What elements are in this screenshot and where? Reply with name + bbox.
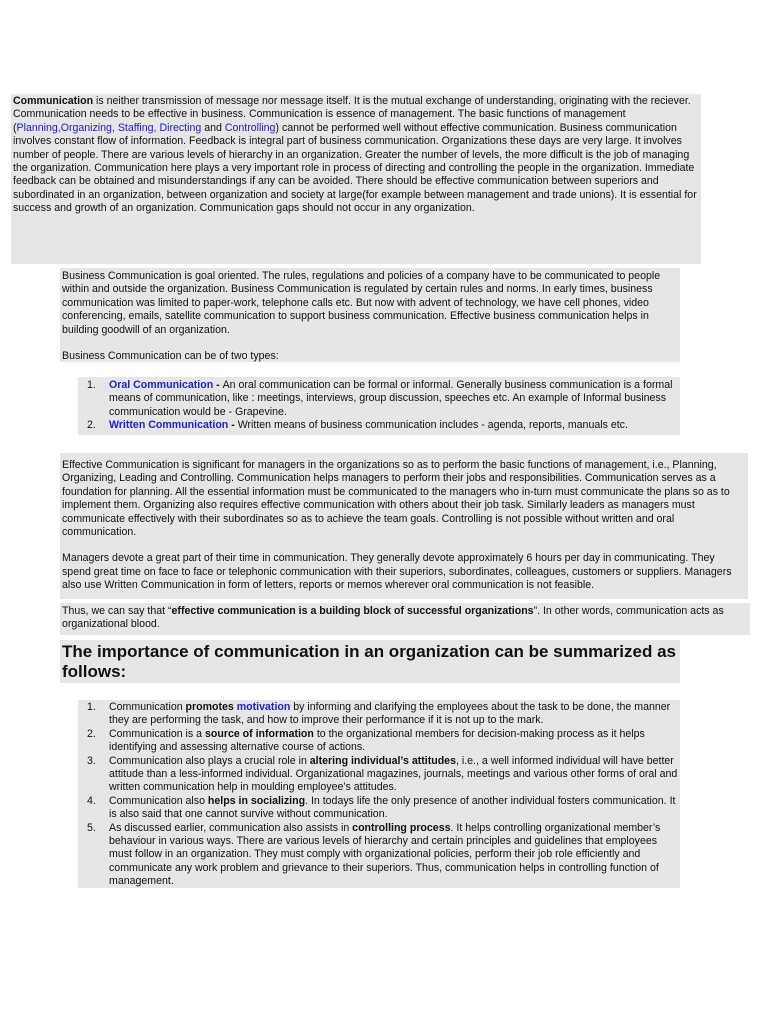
effective-communication-block (60, 453, 748, 599)
link-management-functions[interactable]: Planning,Organizing, Staffing, Directing (16, 121, 202, 134)
section-heading: The importance of communication in an organization can be summarized as follows: (62, 642, 677, 681)
intro-and: and (201, 121, 225, 134)
list-number: 5. (87, 821, 96, 834)
list-item-text: An oral communication can be formal or informal. Generally business communication is a formal means of communication, like : meetings, interviews, group discussion, speeches etc. An example of Informal business communication would be - Grapevine. (109, 379, 673, 418)
item-bold: promotes (185, 701, 237, 713)
list-item (80, 728, 678, 755)
conclusion-block (60, 603, 750, 635)
item-post: by informing and clarifying the employees about the task to be done, the manner they are performing the task, and how to improve their performance if it is not up to the mark. (109, 701, 671, 727)
dash: - (228, 419, 238, 432)
importance-list (78, 700, 680, 888)
list-item (80, 379, 678, 419)
heading-block (60, 640, 680, 683)
business-paragraph: Business Communication is goal oriented. The rules, regulations and policies of a company have to be communicated to people within and outside the organization. Business Communication is regulated by certain rules and norms. In early times, business communication was limited to paper-work, telephone calls etc. But now with advent of technology, we have cell phones, video conferencing, emails, satellite communication to support business communication. Effective business communication helps in building goodwill of an organization. (62, 270, 661, 336)
list-number: 2. (87, 727, 96, 740)
item-pre: Communication is a (109, 727, 205, 740)
item-bold: source of information (204, 727, 314, 740)
dash: - (213, 379, 223, 391)
types-intro: Business Communication can be of two types: (62, 350, 279, 363)
link-oral-communication[interactable]: Oral Communication (109, 379, 214, 391)
communication-types-list (78, 377, 680, 435)
item-bold: helps in socializing (207, 794, 306, 807)
intro-text-2: ) cannot be performed well without effective communication. Business communication involves constant flow of information. Feedback is integral part of business communication. Organizations these days are very large. It involves number of people. There are various levels of hierarchy in an organization. Greater the number of levels, the more difficult is the job of managing the organization. Communication here plays a very important role in process of directing and controlling the people in the organization. Immediate feedback can be obtained and misunderstandings if any can be avoided. There should be effective communication between superiors and subordinated in an organization, between organization and society at large(for example between management and trade unions). It is essential for success and growth of an organization. Communication gaps should not occur in any organization. (13, 121, 697, 215)
item-bold: controlling process (352, 821, 451, 834)
intro-block (11, 94, 701, 264)
item-post: to the organizational members for decision-making process as it helps identifying and assessing alternative course of actions. (109, 727, 645, 754)
link-written-communication[interactable]: Written Communication (109, 419, 229, 432)
list-item-text: Written means of business communication includes - agenda, reports, manuals etc. (237, 419, 628, 432)
conclusion-pre: Thus, we can say that “ (62, 605, 172, 617)
intro-paragraph (13, 95, 699, 216)
item-post: . In todays life the only presence of another individual fosters communication. It is also said that one cannot survive without communication. (109, 794, 676, 821)
list-number: 1. (87, 379, 96, 391)
link-controlling[interactable]: Controlling (224, 121, 276, 134)
item-bold: altering individual’s attitudes (309, 754, 456, 767)
list-item (80, 755, 678, 795)
list-number: 4. (87, 794, 96, 807)
list-item (80, 419, 678, 432)
item-pre: Communication also plays a crucial role in (109, 754, 310, 767)
item-pre: As discussed earlier, communication also assists in (109, 821, 353, 834)
list-item (80, 701, 678, 728)
list-item (80, 795, 678, 822)
item-pre: Communication (109, 701, 186, 713)
list-number: 2. (87, 419, 96, 432)
list-number: 1. (87, 701, 96, 713)
business-communication-block (60, 268, 680, 362)
intro-term: Communication (13, 95, 94, 107)
item-pre: Communication also (109, 794, 208, 807)
item-post: . It helps controlling organizational member’s behaviour in various ways. There are various levels of hierarchy and certain principles and guidelines that employees must follow in an organization. They must comply with organizational policies, perform their job role efficiently and communicate any work problem and grievance to their superiors. Thus, communication helps in controlling function of management. (109, 821, 661, 888)
conclusion-paragraph (62, 605, 748, 632)
list-item (80, 822, 678, 889)
conclusion-post: ”. In other words, communication acts as organizational blood. (62, 605, 724, 631)
effective-paragraph-1: Effective Communication is significant for managers in the organizations so as to perform the basic functions of management, i.e., Planning, Organizing, Leading and Controlling. Communication helps managers to perform their jobs and responsibilities. Communication serves as a foundation for planning. All the essential information must be communicated to the managers who in-turn must communicate the plans so as to implement them. Organizing also requires effective communication with others about their job task. Similarly leaders as managers must communicate effectively with their subordinates so as to achieve the team goals. Controlling is not possible without written and oral communication. (62, 459, 730, 539)
item-post: , i.e., a well informed individual will have better attitude than a less-informed individual. Organizational magazines, journals, meetings and various other forms of oral and written communication help in moulding employee’s attitudes. (109, 754, 678, 794)
list-number: 3. (87, 754, 96, 767)
effective-paragraph-2: Managers devote a great part of their time in communication. They generally devote approximately 6 hours per day in communicating. They spend great time on face to face or telephonic communication with their superiors, subordinates, colleagues, customers or suppliers. Managers also use Written Communication in form of letters, reports or memos wherever oral communication is not feasible. (62, 552, 732, 592)
intro-text-1: is neither transmission of message nor message itself. It is the mutual exchange of understanding, originating with the reciever. Communication needs to be effective in business. Communication is essence of management. The basic functions of management ( (13, 95, 691, 134)
link-motivation[interactable]: motivation (236, 701, 291, 713)
conclusion-bold: effective communication is a building block of successful organizations (171, 605, 534, 617)
